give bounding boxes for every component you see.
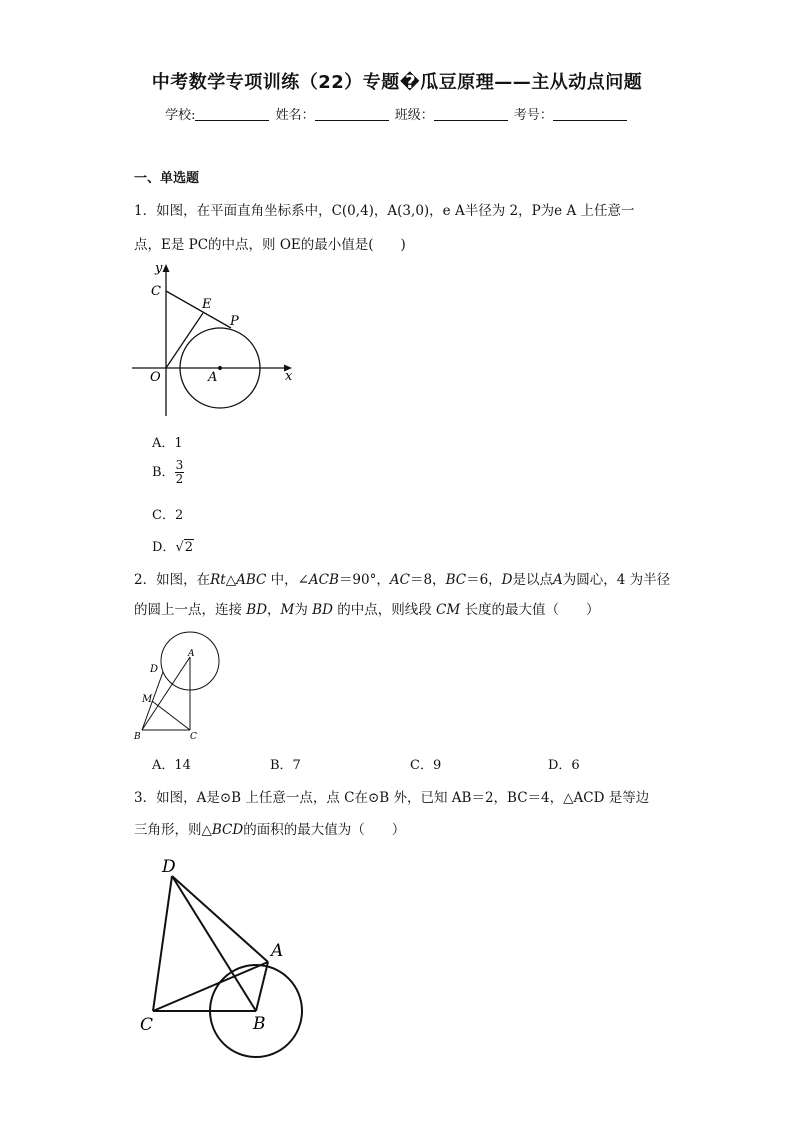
q2-label-a: A xyxy=(188,649,195,659)
q1-option-d-prefix: D． xyxy=(152,540,176,555)
school-label: 学校: xyxy=(165,108,196,123)
q1-option-b-fraction: $\frac{3}{2}$ xyxy=(175,458,184,486)
class-label: 班级： xyxy=(394,108,434,123)
q3-label-b: B xyxy=(253,1014,266,1034)
q2-text-line1: 2．如图，在Rt△ABC 中，∠ACB＝90°，AC＝8，BC＝6，D是以点A为圆心，4 为半径 xyxy=(134,572,671,588)
q2-option-d[interactable]: D．6 xyxy=(548,758,580,773)
document-title: 中考数学专项训练（22）专题�瓜豆原理——主从动点问题 xyxy=(151,72,643,93)
student-info-line xyxy=(0,104,794,123)
q3-segment-ab xyxy=(256,962,268,1011)
q3-text-line1: 3．如图，A是⊙B 上任意一点，点 C在⊙B 外，已知 AB＝2，BC＝4，△ACD 是等边 xyxy=(134,790,650,806)
q3-label-a: A xyxy=(271,941,284,961)
q3-segment-da xyxy=(172,876,268,962)
q2-option-a[interactable]: A．14 xyxy=(152,758,191,773)
q2-text-line2: 的圆上一点，连接 BD，M为 BD 的中点，则线段 CM 长度的最大值（ ） xyxy=(134,602,600,618)
name-blank[interactable] xyxy=(315,108,389,121)
school-blank[interactable] xyxy=(195,108,269,121)
q1-option-b[interactable] xyxy=(152,459,184,486)
q3-segment-dc xyxy=(153,876,172,1011)
q3-label-c: C xyxy=(140,1015,154,1035)
q1-label-e: E xyxy=(202,297,212,312)
q1-label-a: A xyxy=(208,370,218,385)
q2-label-b: B xyxy=(134,732,141,742)
q1-segment-oe xyxy=(166,313,203,368)
q1-label-p: P xyxy=(230,314,239,329)
q1-segment-cp xyxy=(166,291,231,328)
section-heading: 一、单选题 xyxy=(134,171,200,186)
q1-option-d[interactable] xyxy=(152,536,194,555)
q2-option-c[interactable]: C．9 xyxy=(410,758,442,773)
q2-figure xyxy=(128,622,228,744)
q1-label-o: O xyxy=(150,370,161,385)
exam-no-blank[interactable] xyxy=(553,108,627,121)
q3-label-d: D xyxy=(162,857,176,877)
q3-text-line2: 三角形，则△BCD的面积的最大值为（ ） xyxy=(134,822,406,838)
q1-figure xyxy=(128,256,303,421)
q1-text-line1: 1．如图，在平面直角坐标系中，C(0,4)，A(3,0)，e A半径为 2，P为e A 上任意一 xyxy=(134,203,635,219)
q2-option-b[interactable]: B．7 xyxy=(270,758,301,773)
name-label: 姓名： xyxy=(275,108,315,123)
class-blank[interactable] xyxy=(434,108,508,121)
q2-label-d: D xyxy=(150,664,159,675)
q2-label-c: C xyxy=(190,732,197,742)
q1-label-y: y xyxy=(155,261,163,276)
q2-label-m: M xyxy=(142,694,153,705)
q1-label-c: C xyxy=(151,284,161,299)
q1-option-c[interactable]: C．2 xyxy=(152,508,184,523)
q1-y-arrow xyxy=(163,264,170,272)
q1-text-line2: 点，E是 PC的中点，则 OE的最小值是( ) xyxy=(134,237,406,253)
q2-segment-cm xyxy=(152,701,190,730)
q1-option-d-sqrt: √2 xyxy=(175,540,194,555)
exam-no-label: 考号： xyxy=(513,108,553,123)
q1-option-a[interactable]: A．1 xyxy=(152,436,183,451)
q1-point-a xyxy=(218,366,222,370)
q1-label-x: x xyxy=(285,369,293,384)
q1-option-b-prefix: B． xyxy=(152,465,175,480)
q3-figure xyxy=(135,850,310,1060)
